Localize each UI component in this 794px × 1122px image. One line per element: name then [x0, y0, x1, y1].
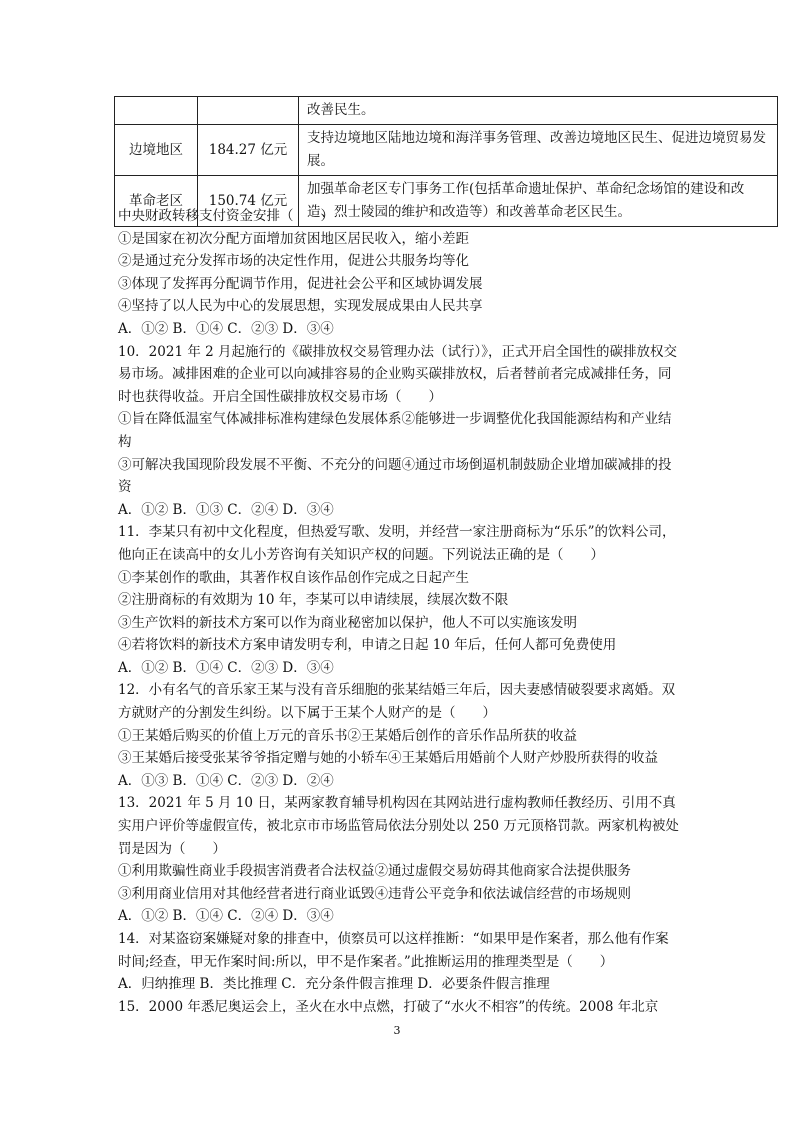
text-line: ①王某婚后购买的价值上万元的音乐书②王某婚后创作的音乐作品所获的收益	[118, 727, 577, 744]
region-cell	[115, 97, 198, 125]
question-14: 14．对某盗窃案嫌疑对象的排查中，侦察员可以这样推断：“如果甲是作案者，那么他有作案时间;经查，甲无作案时间:所以，甲不是作案者。”此推断运用的推理类型是（ ）	[118, 931, 669, 970]
table-row	[115, 97, 778, 125]
answer-options: A．①② B．①③ C．②④ D．③④	[118, 501, 334, 518]
text-line: ②是通过充分发挥市场的决定性作用，促进公共服务均等化	[118, 253, 469, 270]
text-line: ③可解决我国现阶段发展不平衡、不充分的问题④通过市场倒逼机制鼓励企业增加碳减排的投资	[118, 456, 672, 496]
region-cell: 革命老区	[115, 176, 198, 227]
question-12: 12．小有名气的音乐家王某与没有音乐细胞的张某结婚三年后，因夫妻感情破裂要求离婚。双方就财产的分割发生纠纷。以下属于王某个人财产的是（ ）	[118, 682, 676, 722]
text-line: ①利用欺骗性商业手段损害消费者合法权益②通过虚假交易妨碍其他商家合法提供服务	[118, 863, 631, 880]
page-number: 3	[393, 1024, 401, 1037]
text-line: ④若将饮料的新技术方案申请发明专利，申请之日起 10 年后，任何人都可免费使用	[118, 637, 617, 654]
text-line: ③王某婚后接受张某爷爷指定赠与她的小轿车④王某婚后用婚前个人财产炒股所获得的收益	[118, 750, 658, 767]
text-line: ③体现了发挥再分配调节作用，促进社会公平和区域协调发展	[118, 275, 483, 292]
amount-cell: 150.74 亿元	[198, 176, 299, 227]
text-line: ②注册商标的有效期为 10 年，李某可以申请续展，续展次数不限	[118, 592, 509, 609]
text-line: ①是国家在初次分配方面增加贫困地区居民收入，缩小差距	[118, 230, 469, 247]
question-11: 11．李某只有初中文化程度，但热爱写歌、发明，并经营一家注册商标为“乐乐”的饮料公司，他向正在读高中的女儿小芳咨询有关知识产权的问题。下列说法正确的是（ ）	[118, 524, 676, 563]
question-10: 10．2021 年 2 月起施行的《碳排放权交易管理办法（试行）》，正式开启全国性的碳排放权交易市场。减排困难的企业可以向减排容易的企业购买碳排放权，后者替前者完成减排任务，同时也获得收益。开启全国性碳排放权交易市场（ ）	[118, 343, 677, 405]
amount-cell	[198, 97, 299, 125]
description-cell: 加强革命老区专门事务工作(包括革命遗址保护、革命纪念场馆的建设和改造、烈士陵园的维护和改造等）和改善革命老区民生。	[299, 176, 778, 227]
table-row	[115, 125, 778, 176]
description-cell: 改善民生。	[299, 97, 778, 125]
text-line: 中央财政转移支付资金安排（ ）	[118, 208, 334, 224]
description-cell: 支持边境地区陆地边境和海洋事务管理、改善边境地区民生、促进边境贸易发展。	[299, 125, 778, 176]
question-13: 13．2021 年 5 月 10 日，某两家教育辅导机构因在其网站进行虚构教师任教经历、引用不真实用户评价等虚假宣传，被北京市市场监管局依法分别处以 250 万元顶格罚款。两家机构被处罚是因为（ ）	[118, 795, 679, 857]
text-line: ④坚持了以人民为中心的发展思想，实现发展成果由人民共享	[118, 298, 483, 315]
text-line: ①旨在降低温室气体减排标准构建绿色发展体系②能够进一步调整优化我国能源结构和产业结构	[118, 411, 672, 450]
answer-options: A．①② B．①④ C．②④ D．③④	[118, 908, 334, 925]
amount-cell: 184.27 亿元	[198, 125, 299, 176]
answer-options: A．①② B．①④ C．②③ D．③④	[118, 320, 334, 337]
region-cell: 边境地区	[115, 125, 198, 176]
text-line: ①李某创作的歌曲，其著作权自该作品创作完成之日起产生	[118, 569, 469, 586]
answer-options: A．①③ B．①④ C．②③ D．②④	[118, 772, 334, 789]
text-line: ③利用商业信用对其他经营者进行商业诋毁④违背公平竞争和依法诚信经营的市场规则	[118, 885, 631, 902]
question-15: 15．2000 年悉尼奥运会上，圣火在水中点燃，打破了“水火不相容”的传统。2008 年北京	[118, 998, 659, 1015]
question-content	[118, 205, 682, 1018]
answer-options: A．①② B．①④ C．②③ D．③④	[118, 659, 334, 676]
answer-options: A．归纳推理 B．类比推理 C．充分条件假言推理 D．必要条件假言推理	[118, 976, 550, 993]
text-line: ③生产饮料的新技术方案可以作为商业秘密加以保护，他人不可以实施该发明	[118, 614, 577, 631]
